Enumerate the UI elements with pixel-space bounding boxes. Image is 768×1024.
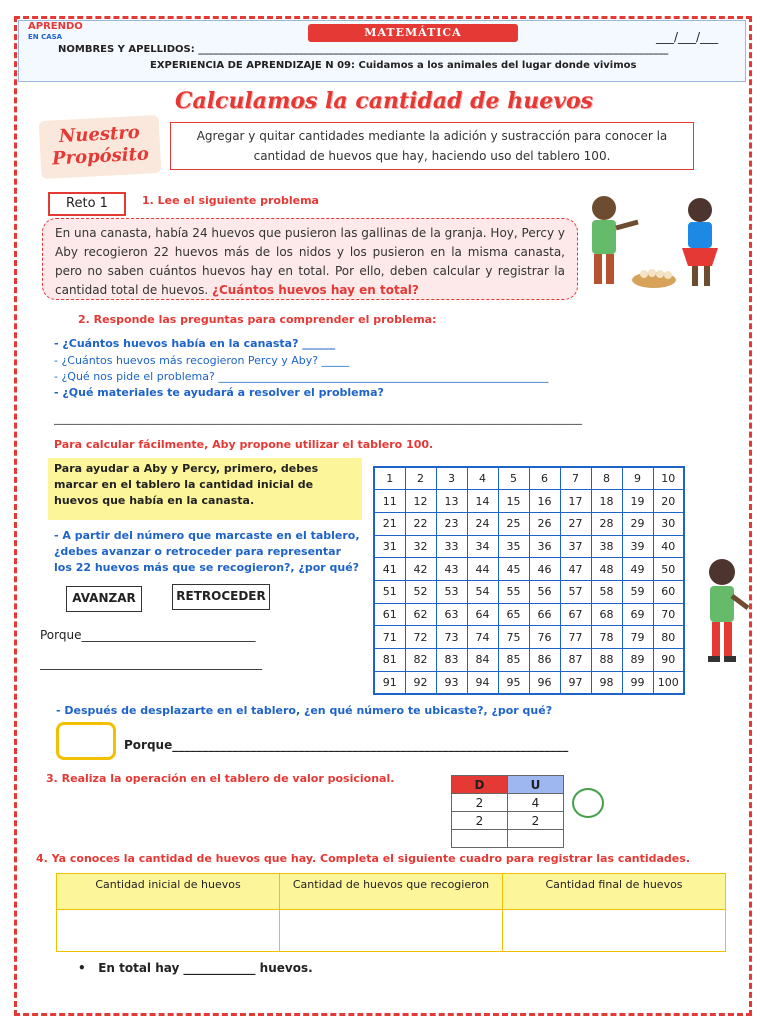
board-cell[interactable]: 73 xyxy=(436,626,467,649)
logo xyxy=(28,22,83,42)
board-cell[interactable]: 79 xyxy=(622,626,653,649)
col-final: Cantidad final de huevos xyxy=(503,874,726,910)
board-cell[interactable]: 33 xyxy=(436,535,467,558)
board-cell[interactable]: 72 xyxy=(405,626,436,649)
board-cell[interactable]: 83 xyxy=(436,649,467,672)
board-cell[interactable]: 21 xyxy=(374,512,405,535)
board-cell[interactable]: 29 xyxy=(622,512,653,535)
board-cell[interactable]: 61 xyxy=(374,603,405,626)
board-cell[interactable]: 16 xyxy=(529,490,560,513)
result-units[interactable] xyxy=(508,830,564,848)
board-cell[interactable]: 19 xyxy=(622,490,653,513)
board-cell[interactable]: 92 xyxy=(405,671,436,694)
step1-heading: 1. Lee el siguiente problema xyxy=(142,194,319,207)
board-cell[interactable]: 95 xyxy=(498,671,529,694)
board-cell[interactable]: 43 xyxy=(436,558,467,581)
row1-tens: 2 xyxy=(452,794,508,812)
board-cell[interactable]: 22 xyxy=(405,512,436,535)
problem-text: En una canasta, había 24 huevos que pusieron las gallinas de la granja. Hoy, Percy y Aby recogieron 22 huevos más de los nidos y los pusieron en la misma canasta, pero no saben cuántos huevos hay en total. Por ello, deben calcular y registrar la cantidad total de huevos. xyxy=(55,226,566,297)
board-cell[interactable]: 35 xyxy=(498,535,529,558)
boy-illustration xyxy=(696,552,752,670)
place-value-table xyxy=(451,775,564,848)
board-cell[interactable]: 2 xyxy=(405,467,436,490)
board-row xyxy=(374,671,684,694)
answer-number-box[interactable] xyxy=(56,722,116,760)
question-2[interactable]: - ¿Cuántos huevos más recogieron Percy y Aby? _____ xyxy=(54,354,350,367)
board-cell[interactable]: 41 xyxy=(374,558,405,581)
board-cell[interactable]: 37 xyxy=(560,535,591,558)
board-cell[interactable]: 93 xyxy=(436,671,467,694)
row2-units: 2 xyxy=(508,812,564,830)
board-cell[interactable]: 70 xyxy=(653,603,684,626)
total-text: En total hay ____________ huevos. xyxy=(98,961,313,975)
row1-units: 4 xyxy=(508,794,564,812)
bullet-icon: • xyxy=(78,961,99,975)
child1-head-icon xyxy=(592,196,616,220)
board-cell[interactable]: 9 xyxy=(622,467,653,490)
board-cell[interactable]: 30 xyxy=(653,512,684,535)
board-cell[interactable]: 8 xyxy=(591,467,622,490)
board-cell[interactable]: 52 xyxy=(405,580,436,603)
board-cell[interactable]: 98 xyxy=(591,671,622,694)
yellow-note: Para ayudar a Aby y Percy, primero, debes marcar en el tablero la cantidad inicial de huevos que había en la canasta. xyxy=(48,458,362,520)
board-cell[interactable]: 50 xyxy=(653,558,684,581)
board-cell[interactable]: 17 xyxy=(560,490,591,513)
hundred-board xyxy=(373,466,685,695)
cell-initial[interactable] xyxy=(57,910,280,952)
board-cell[interactable]: 45 xyxy=(498,558,529,581)
cell-final[interactable] xyxy=(503,910,726,952)
board-cell[interactable]: 68 xyxy=(591,603,622,626)
board-cell[interactable]: 71 xyxy=(374,626,405,649)
board-cell[interactable]: 39 xyxy=(622,535,653,558)
board-row xyxy=(374,535,684,558)
board-cell[interactable]: 57 xyxy=(560,580,591,603)
advance-question: - A partir del número que marcaste en el tablero, ¿debes avanzar o retroceder para representar los 22 huevos más que se recogieron?, ¿por qué? xyxy=(54,529,360,574)
board-cell[interactable]: 97 xyxy=(560,671,591,694)
board-cell[interactable]: 42 xyxy=(405,558,436,581)
board-cell[interactable]: 81 xyxy=(374,649,405,672)
board-cell[interactable]: 24 xyxy=(467,512,498,535)
board-row xyxy=(374,626,684,649)
board-row xyxy=(374,490,684,513)
question-3[interactable]: - ¿Qué nos pide el problema? ____________________________________________________________ xyxy=(54,370,549,383)
board-cell[interactable]: 5 xyxy=(498,467,529,490)
units-header: U xyxy=(508,776,564,794)
board-cell[interactable]: 31 xyxy=(374,535,405,558)
board-cell[interactable]: 47 xyxy=(560,558,591,581)
logo-subtext: EN CASA xyxy=(28,33,63,41)
board-cell[interactable]: 18 xyxy=(591,490,622,513)
board-cell[interactable]: 13 xyxy=(436,490,467,513)
board-cell[interactable]: 84 xyxy=(467,649,498,672)
board-cell[interactable]: 99 xyxy=(622,671,653,694)
boy-head-icon xyxy=(709,559,735,585)
tablero-intro: Para calcular fácilmente, Aby propone utilizar el tablero 100. xyxy=(54,438,434,451)
board-cell[interactable]: 7 xyxy=(560,467,591,490)
board-cell[interactable]: 15 xyxy=(498,490,529,513)
tens-header: D xyxy=(452,776,508,794)
purpose-badge-line1: Nuestro xyxy=(58,121,141,148)
reto-label: Reto 1 xyxy=(48,192,126,216)
step3-heading: 3. Realiza la operación en el tablero de valor posicional. xyxy=(46,772,395,785)
board-cell[interactable]: 1 xyxy=(374,467,405,490)
board-row xyxy=(374,467,684,490)
cell-collected[interactable] xyxy=(280,910,503,952)
board-cell[interactable]: 48 xyxy=(591,558,622,581)
board-cell[interactable]: 27 xyxy=(560,512,591,535)
board-cell[interactable]: 59 xyxy=(622,580,653,603)
question-4: - ¿Qué materiales te ayudará a resolver el problema? xyxy=(54,386,384,399)
board-cell[interactable]: 78 xyxy=(591,626,622,649)
board-row xyxy=(374,580,684,603)
result-tens[interactable] xyxy=(452,830,508,848)
board-cell[interactable]: 66 xyxy=(529,603,560,626)
board-cell[interactable]: 82 xyxy=(405,649,436,672)
subject-banner: MATEMÁTICA xyxy=(308,24,518,42)
board-cell[interactable]: 94 xyxy=(467,671,498,694)
board-cell[interactable]: 80 xyxy=(653,626,684,649)
board-cell[interactable]: 49 xyxy=(622,558,653,581)
board-cell[interactable]: 54 xyxy=(467,580,498,603)
board-cell[interactable]: 53 xyxy=(436,580,467,603)
board-row xyxy=(374,649,684,672)
children-eggs-illustration xyxy=(578,188,728,296)
board-cell[interactable]: 74 xyxy=(467,626,498,649)
board-cell[interactable]: 96 xyxy=(529,671,560,694)
board-cell[interactable]: 26 xyxy=(529,512,560,535)
purpose-text: Agregar y quitar cantidades mediante la adición y sustracción para conocer la cantidad de huevos que hay, haciendo uso del tablero 100. xyxy=(170,122,694,170)
board-row xyxy=(374,558,684,581)
board-cell[interactable]: 3 xyxy=(436,467,467,490)
board-cell[interactable]: 28 xyxy=(591,512,622,535)
step4-heading: 4. Ya conoces la cantidad de huevos que hay. Completa el siguiente cuadro para registrar las cantidades. xyxy=(36,852,690,865)
board-cell[interactable]: 46 xyxy=(529,558,560,581)
board-cell[interactable]: 44 xyxy=(467,558,498,581)
porque-line-2[interactable]: Porque__________________________________________________________________ xyxy=(124,738,569,752)
board-cell[interactable]: 91 xyxy=(374,671,405,694)
board-cell[interactable]: 32 xyxy=(405,535,436,558)
board-cell[interactable]: 67 xyxy=(560,603,591,626)
board-cell[interactable]: 65 xyxy=(498,603,529,626)
board-cell[interactable]: 77 xyxy=(560,626,591,649)
board-cell[interactable]: 63 xyxy=(436,603,467,626)
logo-text: APRENDO xyxy=(28,21,83,32)
board-cell[interactable]: 38 xyxy=(591,535,622,558)
board-cell[interactable]: 6 xyxy=(529,467,560,490)
page-title: Calculamos la cantidad de huevos xyxy=(174,88,594,114)
board-cell[interactable]: 23 xyxy=(436,512,467,535)
board-cell[interactable]: 64 xyxy=(467,603,498,626)
board-cell[interactable]: 10 xyxy=(653,467,684,490)
board-cell[interactable]: 51 xyxy=(374,580,405,603)
board-cell[interactable]: 55 xyxy=(498,580,529,603)
board-cell[interactable]: 25 xyxy=(498,512,529,535)
porque-line-1[interactable]: Porque_____________________________ xyxy=(40,628,256,642)
names-field[interactable]: NOMBRES Y APELLIDOS: ______________________________________________________________________________________________ xyxy=(58,44,669,55)
board-cell[interactable]: 75 xyxy=(498,626,529,649)
after-question: - Después de desplazarte en el tablero, ¿en qué número te ubicaste?, ¿por qué? xyxy=(56,704,553,717)
total-line[interactable] xyxy=(78,961,313,975)
final-table xyxy=(56,873,726,952)
porque-line-1b[interactable]: _____________________________________ xyxy=(40,656,262,670)
board-cell[interactable]: 100 xyxy=(653,671,684,694)
board-cell[interactable]: 34 xyxy=(467,535,498,558)
board-cell[interactable]: 62 xyxy=(405,603,436,626)
retroceder-button[interactable]: RETROCEDER xyxy=(172,584,270,610)
board-cell[interactable]: 36 xyxy=(529,535,560,558)
board-cell[interactable]: 69 xyxy=(622,603,653,626)
board-cell[interactable]: 58 xyxy=(591,580,622,603)
board-cell[interactable]: 12 xyxy=(405,490,436,513)
col-initial: Cantidad inicial de huevos xyxy=(57,874,280,910)
step2-heading: 2. Responde las preguntas para comprender el problema: xyxy=(78,313,437,326)
board-cell[interactable]: 85 xyxy=(498,649,529,672)
result-circle[interactable] xyxy=(572,788,604,818)
question-1[interactable]: - ¿Cuántos huevos había en la canasta? ______ xyxy=(54,337,336,350)
experience-title: EXPERIENCIA DE APRENDIZAJE N 09: Cuidamos a los animales del lugar donde vivimos xyxy=(150,60,637,71)
board-cell[interactable]: 87 xyxy=(560,649,591,672)
board-cell[interactable]: 89 xyxy=(622,649,653,672)
date-field[interactable]: ___/___/___ xyxy=(656,30,719,44)
board-cell[interactable]: 11 xyxy=(374,490,405,513)
board-cell[interactable]: 60 xyxy=(653,580,684,603)
board-cell[interactable]: 14 xyxy=(467,490,498,513)
board-cell[interactable]: 88 xyxy=(591,649,622,672)
board-cell[interactable]: 4 xyxy=(467,467,498,490)
board-row xyxy=(374,512,684,535)
board-cell[interactable]: 90 xyxy=(653,649,684,672)
board-row xyxy=(374,603,684,626)
board-cell[interactable]: 56 xyxy=(529,580,560,603)
row2-tens: 2 xyxy=(452,812,508,830)
board-cell[interactable]: 86 xyxy=(529,649,560,672)
purpose-badge-line2: Propósito xyxy=(51,143,150,170)
child2-head-icon xyxy=(688,198,712,222)
board-cell[interactable]: 20 xyxy=(653,490,684,513)
board-cell[interactable]: 76 xyxy=(529,626,560,649)
col-collected: Cantidad de huevos que recogieron xyxy=(280,874,503,910)
question-4-answer-line[interactable]: ________________________________________________________________________________________________ xyxy=(54,412,582,425)
problem-box xyxy=(42,218,578,300)
board-cell[interactable]: 40 xyxy=(653,535,684,558)
problem-question: ¿Cuántos huevos hay en total? xyxy=(212,283,419,297)
purpose-badge xyxy=(39,115,162,179)
avanzar-button[interactable]: AVANZAR xyxy=(66,586,142,612)
